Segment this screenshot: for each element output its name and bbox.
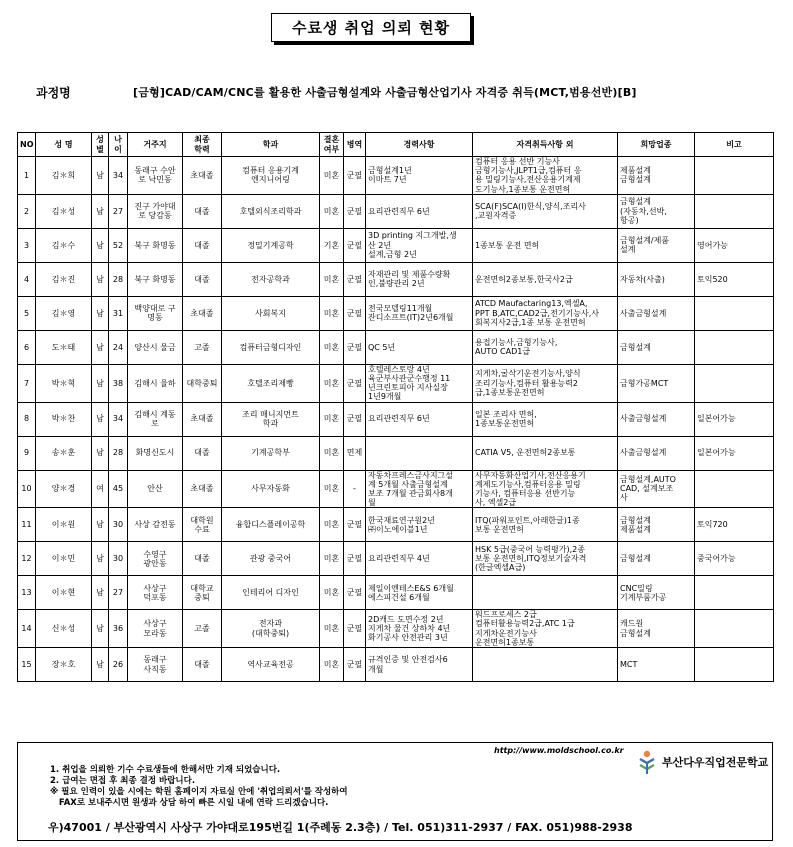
graduates-table (17, 132, 774, 682)
column-header: 성 명 (36, 133, 92, 157)
cell-remarks (695, 610, 774, 648)
table-row (18, 194, 774, 228)
cell-age: 28 (109, 436, 128, 470)
column-header: 나이 (109, 133, 128, 157)
cell-military: 군필 (344, 542, 366, 576)
cell-desired-industry: 금형설계/제품 설계 (618, 228, 695, 262)
cell-age: 27 (109, 194, 128, 228)
column-header: 희망업종 (618, 133, 695, 157)
cell-certifications: 1종보통 운전 면허 (473, 228, 618, 262)
cell-desired-industry: 금형설계 (618, 330, 695, 364)
cell-education: 대졸 (183, 542, 222, 576)
cell-gender: 남 (92, 648, 109, 682)
cell-gender: 남 (92, 402, 109, 436)
cell-certifications: 사무자동화산업기사,전산응용기 계제도기능사,컴퓨터응용 밀링 기능사, 컴퓨터응용 선반기능 사, 엑셀2급 (473, 470, 618, 508)
cell-name: 김＊성 (36, 194, 92, 228)
cell-residence: 북구 화명동 (128, 262, 183, 296)
cell-military: 군필 (344, 508, 366, 542)
cell-major: 융합디스플레이공학 (222, 508, 320, 542)
cell-desired-industry: 금형설계,AUTO CAD, 설계보조 사 (618, 470, 695, 508)
cell-desired-industry: 금형가공MCT (618, 364, 695, 402)
cell-residence: 사상구 모라동 (128, 610, 183, 648)
cell-name: 이＊민 (36, 542, 92, 576)
cell-marital: 미혼 (320, 508, 344, 542)
cell-major: 사회복지 (222, 296, 320, 330)
cell-major: 호텔외식조리학과 (222, 194, 320, 228)
cell-major: 조리 매니지먼트 학과 (222, 402, 320, 436)
cell-residence: 양산시 물금 (128, 330, 183, 364)
cell-certifications: 워드프로세스 2급 컴퓨터활용능력2급,ATC 1급 지게차운전기능사 운전면허1종보통 (473, 610, 618, 648)
cell-education: 대졸 (183, 436, 222, 470)
cell-career: 호텔레스토랑 4년 육군부사관군수행정 11 년크린토피아 지사실장 1년9개월 (366, 364, 473, 402)
course-name: [금형]CAD/CAM/CNC를 활용한 사출금형설계와 사출금형산업기사 자격증 취득(MCT,범용선반)[B] (133, 86, 637, 99)
cell-remarks (695, 194, 774, 228)
cell-no: 4 (18, 262, 36, 296)
cell-no: 9 (18, 436, 36, 470)
cell-education: 대학원 수료 (183, 508, 222, 542)
cell-residence: 안산 (128, 470, 183, 508)
cell-career: 규격인증 및 안전검사6 개월 (366, 648, 473, 682)
cell-residence: 동래구 수안 로 낙민동 (128, 157, 183, 195)
cell-certifications: SCA(F)SCA(I)한식,양식,조리사 ,교원자격증 (473, 194, 618, 228)
cell-education: 대학중퇴 (183, 364, 222, 402)
cell-career: 요리관련직무 4년 (366, 542, 473, 576)
cell-age: 31 (109, 296, 128, 330)
cell-major: 컴퓨터 응용기계 엔지니어링 (222, 157, 320, 195)
cell-marital: 미혼 (320, 330, 344, 364)
cell-military: 군필 (344, 296, 366, 330)
cell-no: 5 (18, 296, 36, 330)
cell-education: 대학교 중퇴 (183, 576, 222, 610)
cell-gender: 남 (92, 364, 109, 402)
cell-no: 1 (18, 157, 36, 195)
cell-gender: 남 (92, 262, 109, 296)
cell-major: 컴퓨터금형디자인 (222, 330, 320, 364)
table-row (18, 330, 774, 364)
cell-no: 11 (18, 508, 36, 542)
cell-military: 군필 (344, 262, 366, 296)
cell-career: 요리관련직무 6년 (366, 194, 473, 228)
cell-certifications (473, 648, 618, 682)
cell-desired-industry: 제품설계 금형설계 (618, 157, 695, 195)
cell-major: 전자공학과 (222, 262, 320, 296)
cell-gender: 남 (92, 610, 109, 648)
note-line: FAX로 보내주시면 원생과 상담 하여 빠른 시일 내에 연락 드리겠습니다. (50, 798, 329, 808)
notes (50, 765, 348, 809)
cell-military: 군필 (344, 576, 366, 610)
cell-marital: 미혼 (320, 576, 344, 610)
cell-marital: 미혼 (320, 402, 344, 436)
cell-marital: 미혼 (320, 296, 344, 330)
column-header: 경력사항 (366, 133, 473, 157)
cell-career: 금형설계1년 이마트 7년 (366, 157, 473, 195)
cell-major: 호텔조리제빵 (222, 364, 320, 402)
cell-no: 10 (18, 470, 36, 508)
cell-remarks (695, 330, 774, 364)
cell-no: 8 (18, 402, 36, 436)
cell-gender: 남 (92, 157, 109, 195)
cell-desired-industry: 자동차(사출) (618, 262, 695, 296)
cell-name: 김＊수 (36, 228, 92, 262)
cell-residence: 진구 가야대 로 당감동 (128, 194, 183, 228)
cell-education: 대졸 (183, 648, 222, 682)
cell-career: QC 5년 (366, 330, 473, 364)
cell-age: 38 (109, 364, 128, 402)
contact-address: 우)47001 / 부산광역시 사상구 가야대로195번길 1(주례동 2.3층) / Tel. 051)311-2937 / FAX. 051)988-2938 (48, 821, 633, 834)
cell-major: 관광 중국어 (222, 542, 320, 576)
cell-career (366, 436, 473, 470)
cell-no: 12 (18, 542, 36, 576)
table-header-row (18, 133, 774, 157)
cell-education: 고졸 (183, 330, 222, 364)
cell-education: 대졸 (183, 194, 222, 228)
cell-education: 대졸 (183, 228, 222, 262)
cell-career: 2D캐드 도면수정 2년 지게차 물건 상하차 4년 화기공사 안전관리 3년 (366, 610, 473, 648)
cell-military: 군필 (344, 157, 366, 195)
cell-residence: 동래구 사직동 (128, 648, 183, 682)
column-header: 학과 (222, 133, 320, 157)
cell-gender: 여 (92, 470, 109, 508)
cell-gender: 남 (92, 330, 109, 364)
cell-name: 박＊찬 (36, 402, 92, 436)
cell-remarks: 일본어가능 (695, 402, 774, 436)
cell-name: 김＊진 (36, 262, 92, 296)
cell-name: 박＊혁 (36, 364, 92, 402)
column-header: 성별 (92, 133, 109, 157)
cell-marital: 미혼 (320, 364, 344, 402)
cell-desired-industry: 금형설계 제품설계 (618, 508, 695, 542)
cell-gender: 남 (92, 296, 109, 330)
cell-marital: 미혼 (320, 648, 344, 682)
cell-remarks: 일본어가능 (695, 436, 774, 470)
cell-desired-industry: 사출금형설계 (618, 436, 695, 470)
cell-age: 52 (109, 228, 128, 262)
table-row (18, 470, 774, 508)
cell-gender: 남 (92, 194, 109, 228)
footer (17, 742, 773, 841)
cell-certifications: 지게차,굴삭기운전기능사,양식 조리기능사,컴퓨터 활용능력2 급,1종보통운전면허 (473, 364, 618, 402)
cell-marital: 미혼 (320, 262, 344, 296)
cell-major: 정밀기계공학 (222, 228, 320, 262)
cell-no: 14 (18, 610, 36, 648)
cell-age: 34 (109, 157, 128, 195)
column-header: 거주지 (128, 133, 183, 157)
cell-education: 고졸 (183, 610, 222, 648)
cell-remarks (695, 470, 774, 508)
cell-name: 송＊훈 (36, 436, 92, 470)
cell-certifications: HSK 5급(중국어 능력평가),2종 보통 운전면허,ITQ정보기술자격 (한글엑셀A급) (473, 542, 618, 576)
cell-name: 도＊태 (36, 330, 92, 364)
cell-major: 전자과 (대학중퇴) (222, 610, 320, 648)
cell-education: 초대졸 (183, 402, 222, 436)
cell-certifications: 용접기능사,금형기능사, AUTO CAD1급 (473, 330, 618, 364)
cell-major: 역사교육전공 (222, 648, 320, 682)
cell-residence: 김해시 율하 (128, 364, 183, 402)
cell-age: 24 (109, 330, 128, 364)
cell-military: 군필 (344, 228, 366, 262)
table-row (18, 576, 774, 610)
table-row (18, 262, 774, 296)
cell-age: 30 (109, 508, 128, 542)
cell-desired-industry: 금형설계 (618, 542, 695, 576)
column-header: 비고 (695, 133, 774, 157)
school-logo-icon (636, 749, 658, 775)
cell-major: 기계공학부 (222, 436, 320, 470)
cell-military: 군필 (344, 402, 366, 436)
cell-residence: 김해시 계동 로 (128, 402, 183, 436)
cell-name: 김＊희 (36, 157, 92, 195)
cell-desired-industry: 사출금형설계 (618, 296, 695, 330)
column-header: 최종 학력 (183, 133, 222, 157)
cell-residence: 화명신도시 (128, 436, 183, 470)
cell-remarks (695, 648, 774, 682)
cell-desired-industry: 캐드원 금형설계 (618, 610, 695, 648)
cell-education: 초대졸 (183, 470, 222, 508)
cell-certifications: ITQ(파워포인트,아래한글)1종 보통 운전면허 (473, 508, 618, 542)
cell-gender: 남 (92, 576, 109, 610)
cell-marital: 미혼 (320, 157, 344, 195)
table-row (18, 508, 774, 542)
cell-remarks (695, 576, 774, 610)
cell-education: 초대졸 (183, 296, 222, 330)
column-header: NO (18, 133, 36, 157)
cell-gender: 남 (92, 436, 109, 470)
cell-residence: 북구 화명동 (128, 228, 183, 262)
cell-age: 45 (109, 470, 128, 508)
cell-desired-industry: 사출금형설계 (618, 402, 695, 436)
cell-no: 13 (18, 576, 36, 610)
cell-gender: 남 (92, 508, 109, 542)
cell-residence: 백양대로 구 명동 (128, 296, 183, 330)
table-row (18, 157, 774, 195)
page-title: 수료생 취업 의뢰 현황 (271, 13, 471, 42)
cell-education: 초대졸 (183, 157, 222, 195)
cell-gender: 남 (92, 228, 109, 262)
cell-no: 2 (18, 194, 36, 228)
school-name: 부산다우직업전문학교 (662, 756, 769, 769)
cell-age: 36 (109, 610, 128, 648)
cell-name: 장＊호 (36, 648, 92, 682)
cell-age: 34 (109, 402, 128, 436)
cell-military: 군필 (344, 194, 366, 228)
table-row (18, 648, 774, 682)
cell-career: 요리관련직무 6년 (366, 402, 473, 436)
cell-name: 이＊원 (36, 508, 92, 542)
cell-career: 3D printing 지그개발,생 산 2년 설계,금형 2년 (366, 228, 473, 262)
school-logo (636, 749, 768, 775)
cell-career: 한국재료연구원2년 ㈜이노에이블1년 (366, 508, 473, 542)
column-header: 병역 (344, 133, 366, 157)
cell-marital: 미혼 (320, 194, 344, 228)
note-line: 1. 취업을 의뢰한 기수 수료생들에 한해서만 기재 되었습니다. (50, 765, 281, 775)
cell-remarks (695, 296, 774, 330)
cell-marital: 미혼 (320, 610, 344, 648)
table-row (18, 402, 774, 436)
table-row (18, 610, 774, 648)
cell-desired-industry: CNC밀링 기계부품가공 (618, 576, 695, 610)
cell-residence: 사상구 덕포동 (128, 576, 183, 610)
cell-remarks: 토익720 (695, 508, 774, 542)
cell-no: 7 (18, 364, 36, 402)
cell-gender: 남 (92, 542, 109, 576)
cell-marital: 미혼 (320, 470, 344, 508)
cell-certifications: 컴퓨터 응용 선반 기능사 금형기능사,JLPT1급,컴퓨터 응 용 밀링기능사,전산응용기계제 도기능사,1종보통 운전면허 (473, 157, 618, 195)
cell-certifications: 운전면허2종보통,한국사2급 (473, 262, 618, 296)
cell-remarks: 영어가능 (695, 228, 774, 262)
cell-major: 인테리어 디자인 (222, 576, 320, 610)
cell-no: 15 (18, 648, 36, 682)
note-line: 2. 급여는 면접 후 최종 결정 바랍니다. (50, 776, 196, 786)
column-header: 자격취득사항 외 (473, 133, 618, 157)
cell-certifications: CATIA V5, 운전면허2종보통 (473, 436, 618, 470)
cell-desired-industry: 금형설계 (자동차,선박, 항공) (618, 194, 695, 228)
cell-name: 이＊현 (36, 576, 92, 610)
cell-remarks (695, 364, 774, 402)
cell-no: 3 (18, 228, 36, 262)
cell-military: 군필 (344, 330, 366, 364)
cell-major: 사무자동화 (222, 470, 320, 508)
cell-remarks: 중국어가능 (695, 542, 774, 576)
cell-military: - (344, 470, 366, 508)
cell-remarks (695, 157, 774, 195)
cell-residence: 사상 감전동 (128, 508, 183, 542)
cell-age: 27 (109, 576, 128, 610)
cell-military: 면제 (344, 436, 366, 470)
cell-education: 대졸 (183, 262, 222, 296)
cell-remarks: 토익520 (695, 262, 774, 296)
cell-name: 양＊경 (36, 470, 92, 508)
table-row (18, 228, 774, 262)
cell-career: 자동차프레스금사지그설 계 5개월 사출금형설계 보조 7개월 관금회사8개 월 (366, 470, 473, 508)
cell-certifications: ATCD Maufactaring13,엑셀A, PPT B,ATC,CAD2급,전기기능사,사 회복지사2급,1종 보통 운전면허 (473, 296, 618, 330)
cell-desired-industry: MCT (618, 648, 695, 682)
cell-name: 김＊영 (36, 296, 92, 330)
cell-military: 군필 (344, 610, 366, 648)
cell-career: 제일이엔테스E&S 6개월 에스피건설 6개월 (366, 576, 473, 610)
cell-career: 전국모델링11개월 잔디소프트(IT)2년6개월 (366, 296, 473, 330)
cell-marital: 미혼 (320, 542, 344, 576)
table-row (18, 296, 774, 330)
cell-no: 6 (18, 330, 36, 364)
table-row (18, 436, 774, 470)
cell-age: 26 (109, 648, 128, 682)
cell-marital: 미혼 (320, 436, 344, 470)
cell-military: 군필 (344, 648, 366, 682)
website-url[interactable]: http://www.moldschool.co.kr (494, 746, 624, 755)
table-row (18, 542, 774, 576)
cell-certifications (473, 576, 618, 610)
column-header: 결혼 여부 (320, 133, 344, 157)
course-label: 과정명 (36, 86, 71, 100)
cell-certifications: 일본 조리사 면허, 1종보통운전면허 (473, 402, 618, 436)
cell-residence: 수영구 광안동 (128, 542, 183, 576)
cell-military: 군필 (344, 364, 366, 402)
cell-marital: 기혼 (320, 228, 344, 262)
cell-career: 자재관리 및 제품수량확 인,불량관리 2년 (366, 262, 473, 296)
table-row (18, 364, 774, 402)
cell-age: 30 (109, 542, 128, 576)
cell-age: 28 (109, 262, 128, 296)
cell-name: 신＊성 (36, 610, 92, 648)
note-line: ※ 필요 인력이 있을 시에는 학원 홈페이지 자료실 안에 '취업의뢰서'를 작성하여 (50, 787, 348, 797)
table-body (18, 157, 774, 682)
